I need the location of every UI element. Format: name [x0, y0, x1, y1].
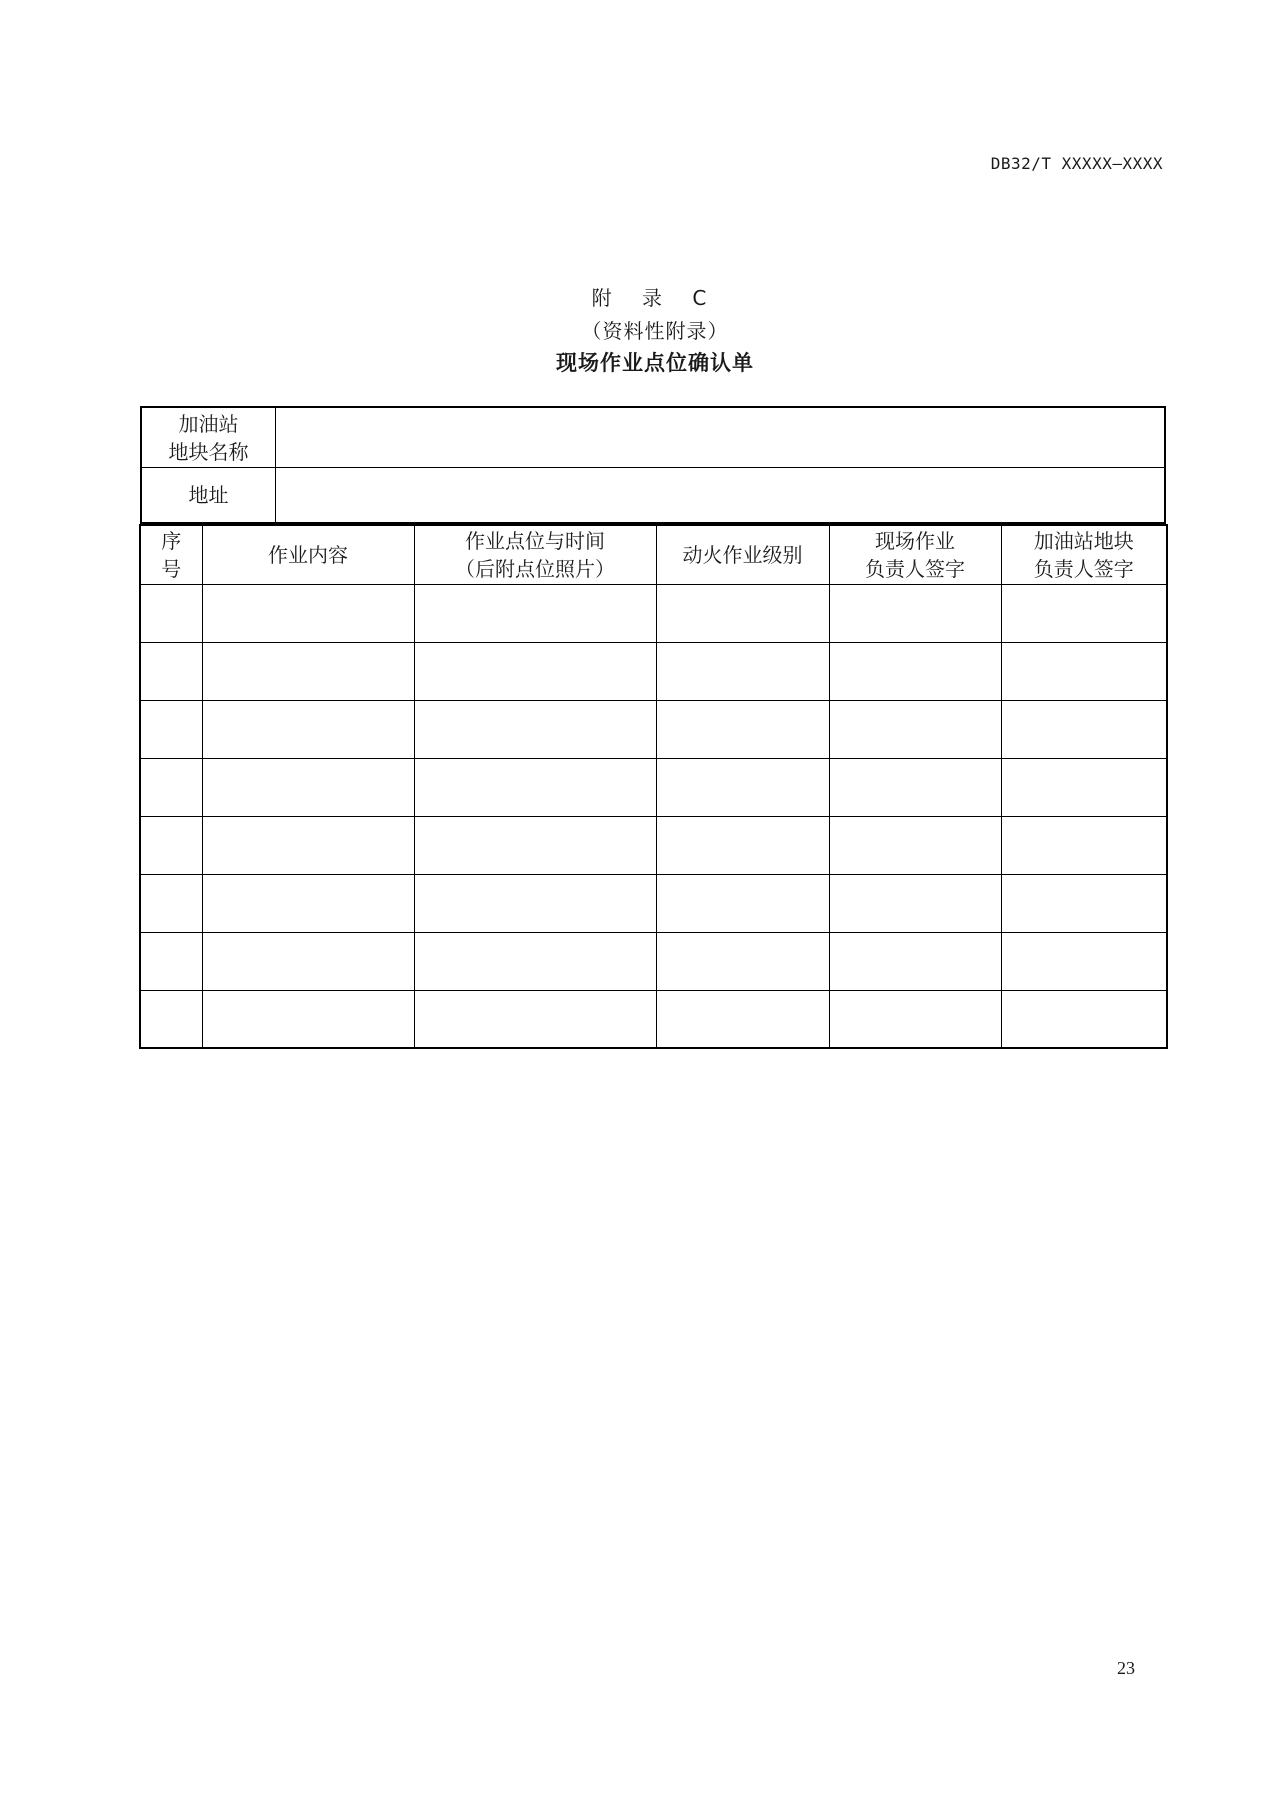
table-row [140, 642, 1167, 700]
table-cell[interactable] [656, 642, 829, 700]
appendix-type: （资料性附录） [581, 319, 729, 343]
table-cell[interactable] [140, 758, 202, 816]
address-label: 地址 [142, 468, 276, 522]
table-body [140, 584, 1167, 1048]
page-number: 23 [1117, 1658, 1135, 1678]
table-cell[interactable] [656, 990, 829, 1048]
form-title: 现场作业点位确认单 [556, 351, 754, 375]
table-cell[interactable] [656, 874, 829, 932]
table-cell[interactable] [829, 700, 1001, 758]
column-header-site-signature: 现场作业 负责人签字 [829, 525, 1001, 584]
site-name-label: 加油站 地块名称 [142, 408, 276, 467]
table-cell[interactable] [1001, 584, 1167, 642]
appendix-title: 附 录 C [591, 286, 719, 310]
table-cell[interactable] [140, 584, 202, 642]
table-cell[interactable] [656, 700, 829, 758]
table-cell[interactable] [1001, 874, 1167, 932]
table-cell[interactable] [1001, 642, 1167, 700]
table-cell[interactable] [414, 758, 656, 816]
table-cell[interactable] [1001, 816, 1167, 874]
table-cell[interactable] [1001, 932, 1167, 990]
table-cell[interactable] [202, 700, 414, 758]
table-row [140, 990, 1167, 1048]
table-cell[interactable] [656, 584, 829, 642]
table-cell[interactable] [140, 700, 202, 758]
table-cell[interactable] [140, 642, 202, 700]
table-cell[interactable] [1001, 990, 1167, 1048]
table-row [140, 758, 1167, 816]
document-code: DB32/T XXXXX—XXXX [990, 154, 1163, 173]
site-name-field[interactable] [277, 408, 1164, 467]
table-cell[interactable] [414, 990, 656, 1048]
table-cell[interactable] [202, 932, 414, 990]
table-cell[interactable] [656, 932, 829, 990]
table-cell[interactable] [202, 990, 414, 1048]
table-cell[interactable] [656, 758, 829, 816]
table-cell[interactable] [1001, 758, 1167, 816]
table-cell[interactable] [140, 874, 202, 932]
table-cell[interactable] [829, 932, 1001, 990]
table-cell[interactable] [414, 584, 656, 642]
table-cell[interactable] [202, 874, 414, 932]
address-row [142, 468, 1164, 522]
table-cell[interactable] [202, 816, 414, 874]
table-cell[interactable] [140, 932, 202, 990]
table-cell[interactable] [202, 642, 414, 700]
work-point-table [139, 524, 1168, 1049]
site-name-row [142, 408, 1164, 468]
table-cell[interactable] [202, 758, 414, 816]
table-row [140, 874, 1167, 932]
table-cell[interactable] [1001, 700, 1167, 758]
address-field[interactable] [277, 468, 1164, 522]
table-cell[interactable] [829, 642, 1001, 700]
table-cell[interactable] [414, 874, 656, 932]
table-header-row [140, 525, 1167, 584]
table-cell[interactable] [414, 932, 656, 990]
column-header-location-time: 作业点位与时间 （后附点位照片） [414, 525, 656, 584]
table-row [140, 932, 1167, 990]
column-header-hot-work-level: 动火作业级别 [656, 525, 829, 584]
table-cell[interactable] [829, 584, 1001, 642]
table-cell[interactable] [829, 990, 1001, 1048]
table-cell[interactable] [829, 874, 1001, 932]
table-cell[interactable] [414, 700, 656, 758]
table-row [140, 700, 1167, 758]
column-header-work-content: 作业内容 [202, 525, 414, 584]
table-cell[interactable] [829, 816, 1001, 874]
table-cell[interactable] [829, 758, 1001, 816]
table-row [140, 584, 1167, 642]
column-header-serial: 序 号 [140, 525, 202, 584]
table-cell[interactable] [140, 816, 202, 874]
table-cell[interactable] [140, 990, 202, 1048]
site-info-box [140, 406, 1166, 524]
table-cell[interactable] [202, 584, 414, 642]
table-cell[interactable] [414, 816, 656, 874]
table-row [140, 816, 1167, 874]
column-header-station-signature: 加油站地块 负责人签字 [1001, 525, 1167, 584]
table-cell[interactable] [656, 816, 829, 874]
table-cell[interactable] [414, 642, 656, 700]
